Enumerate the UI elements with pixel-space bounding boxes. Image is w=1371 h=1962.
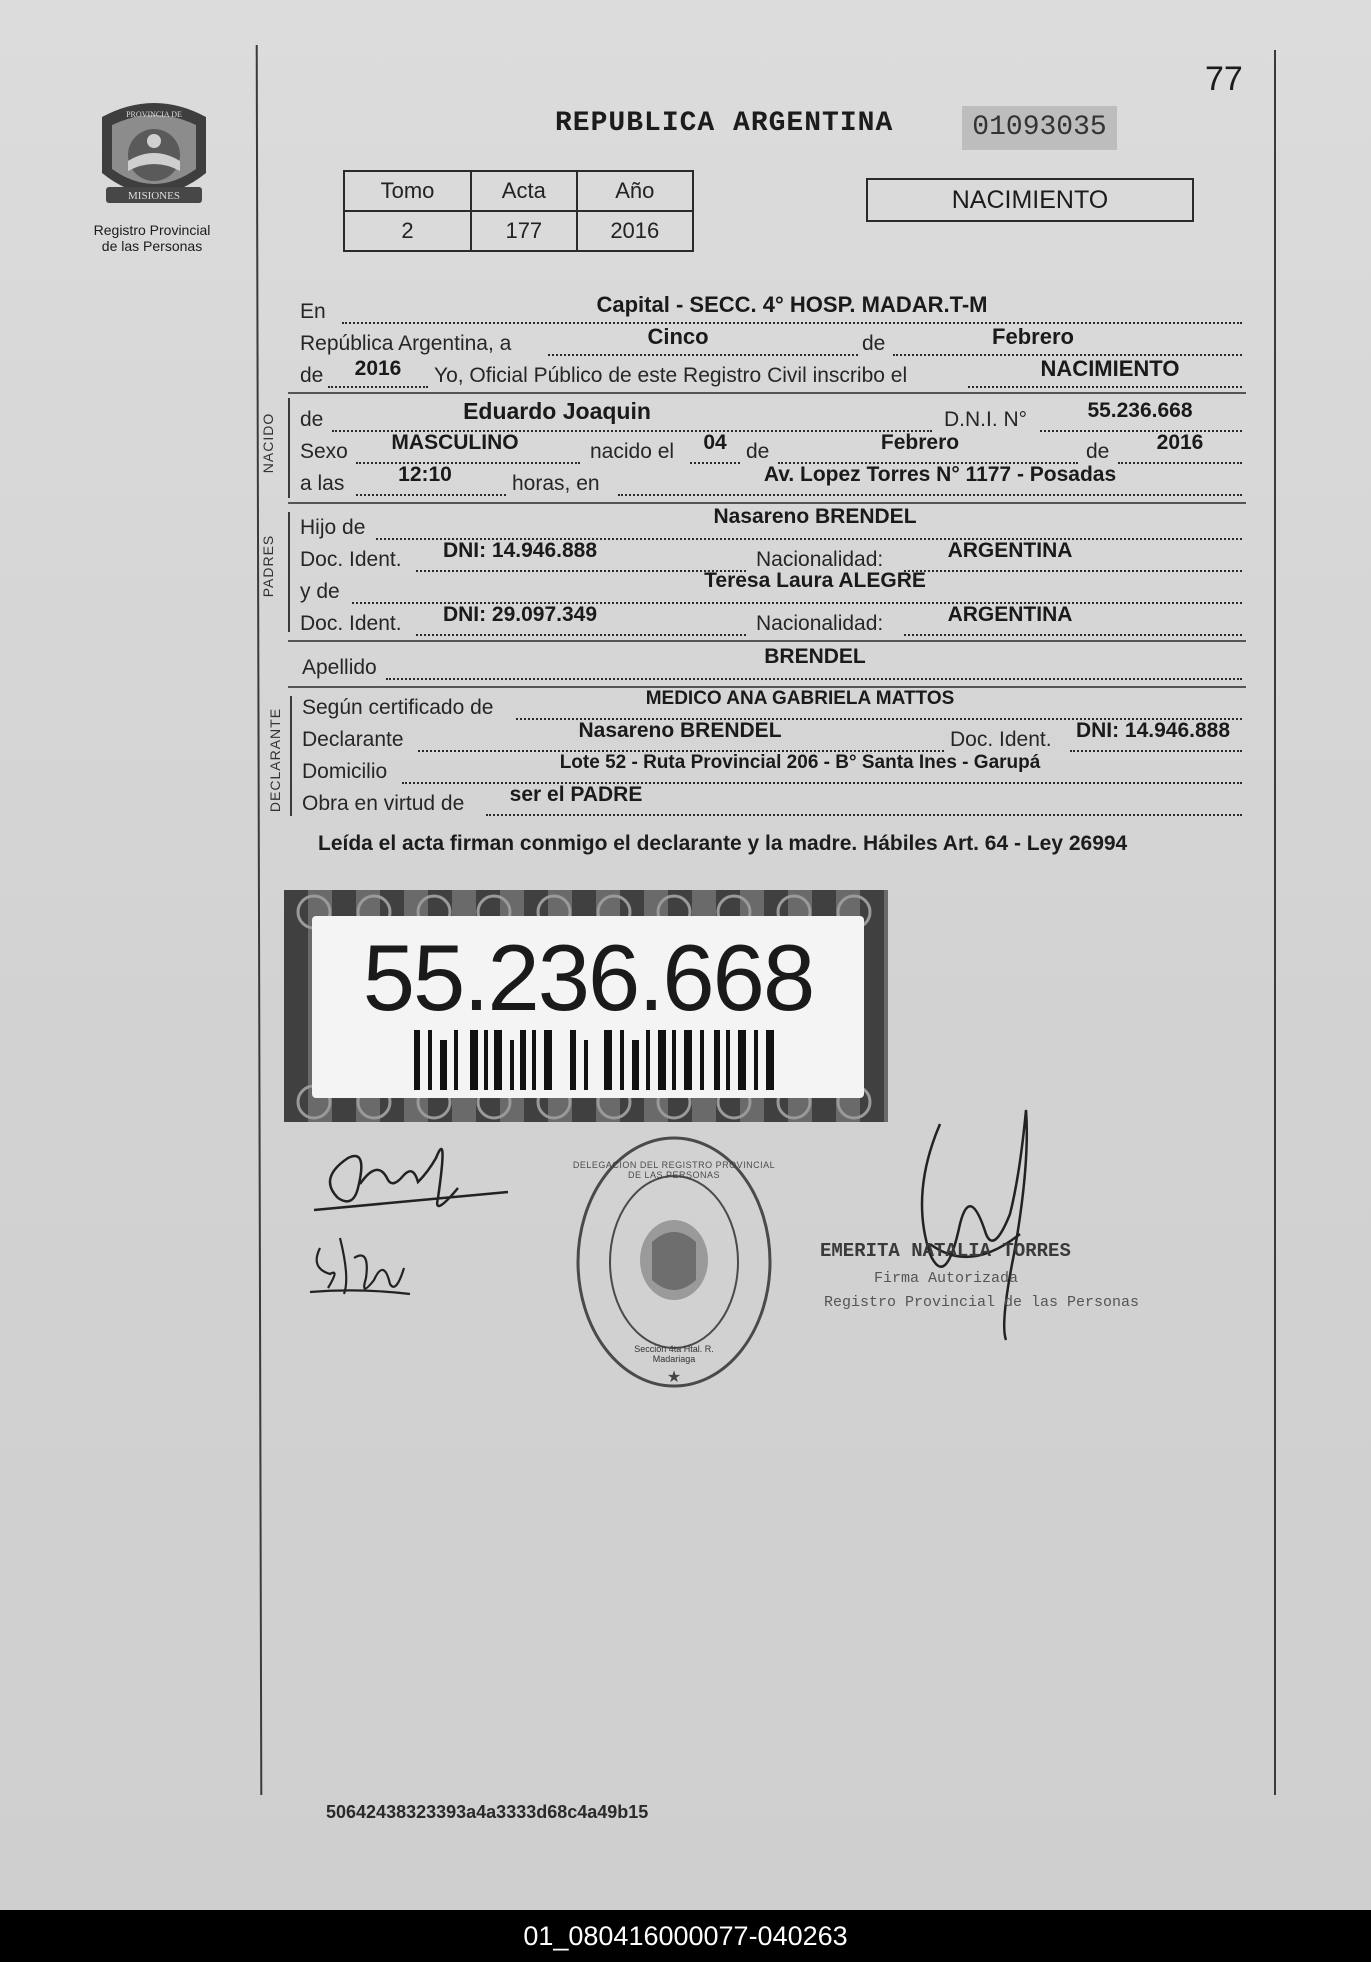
sexo-label: Sexo <box>300 440 348 463</box>
day-line <box>548 354 858 356</box>
nacido-de-label: de <box>300 408 324 431</box>
mother-name: Teresa Laura ALEGRE <box>704 569 926 592</box>
child-name: Eduardo Joaquin <box>463 398 651 424</box>
nacido-de2-label: de <box>1086 440 1110 463</box>
svg-text:MISIONES: MISIONES <box>128 190 180 202</box>
birth-month: Febrero <box>880 431 960 454</box>
declarant-signature <box>308 1118 518 1230</box>
document-hash: 50642438323393a4a3333d68c4a49b15 <box>326 1802 649 1822</box>
apellido-value: BRENDEL <box>764 645 866 668</box>
mother-signature <box>300 1228 420 1308</box>
province-seal <box>96 95 212 213</box>
svg-text:★: ★ <box>666 1369 682 1386</box>
birth-day: 04 <box>703 431 727 454</box>
a-las-label: a las <box>300 472 345 495</box>
registry-name <box>74 222 230 254</box>
horas-label: horas, en <box>512 472 600 495</box>
col-tomo: Tomo <box>344 171 471 211</box>
barcode <box>414 1030 784 1090</box>
oficial-text: Yo, Oficial Público de este Registro Civil inscribo el <box>434 364 908 387</box>
year-value: 2016 <box>354 357 402 380</box>
nacido-el-label: nacido el <box>590 440 675 463</box>
father-nac-label: Nacionalidad: <box>756 548 884 571</box>
apellido-label: Apellido <box>302 656 377 679</box>
father-doc: DNI: 14.946.888 <box>442 539 598 562</box>
mother-nac-label: Nacionalidad: <box>756 612 884 635</box>
nacimiento-value: NACIMIENTO <box>1040 356 1180 381</box>
page-number: 77 <box>1205 60 1243 98</box>
birth-year: 2016 <box>1156 431 1204 454</box>
padres-bracket <box>288 512 290 632</box>
col-acta: Acta <box>471 171 577 211</box>
declarante-bracket <box>290 696 292 816</box>
y-de-label: y de <box>300 580 340 603</box>
mother-doc-label: Doc. Ident. <box>300 612 402 635</box>
date-prefix: República Argentina, a <box>300 332 512 355</box>
col-ano: Año <box>577 171 693 211</box>
mother-nationality: ARGENTINA <box>947 603 1073 626</box>
declarante-field-label: Declarante <box>302 728 404 751</box>
birth-time: 12:10 <box>398 463 452 486</box>
nacido-bracket <box>288 398 290 498</box>
nacimiento-line <box>968 386 1242 388</box>
registry-line-1: Registro Provincial <box>93 222 211 238</box>
divider-1 <box>288 392 1246 394</box>
obra-line <box>486 814 1242 816</box>
country-title: REPUBLICA ARGENTINA <box>555 108 894 139</box>
child-dni: 55.236.668 <box>1087 399 1193 422</box>
obra-value: ser el PADRE <box>509 783 643 806</box>
nacido-de1-label: de <box>746 440 770 463</box>
mother-nac-line <box>904 634 1242 636</box>
year-de-label: de <box>300 364 324 387</box>
official-office: Registro Provincial de las Personas <box>824 1294 1140 1311</box>
footer-id: 01_080416000077-040263 <box>0 1910 1371 1962</box>
mother-doc-line <box>416 634 746 636</box>
stamp-inner-text: Sección 4ta Htal. R. Madariaga <box>634 1344 714 1364</box>
cert-value: MEDICO ANA GABRIELA MATTOS <box>645 688 955 709</box>
declarante-name: Nasareno BRENDEL <box>578 719 782 742</box>
right-margin-line <box>1274 50 1276 1795</box>
official-role: Firma Autorizada <box>874 1270 1019 1287</box>
declarante-doc: DNI: 14.946.888 <box>1075 719 1231 742</box>
divider-3 <box>288 640 1246 642</box>
official-stamp <box>572 1130 776 1394</box>
declarante-label: DECLARANTE <box>267 707 283 813</box>
record-type-box: NACIMIENTO <box>866 178 1194 222</box>
serial-number: 01093035 <box>962 106 1117 150</box>
mother-doc: DNI: 29.097.349 <box>442 603 598 626</box>
svg-text:PROVINCIA DE: PROVINCIA DE <box>126 110 182 119</box>
obra-label: Obra en virtud de <box>302 792 465 815</box>
tomo-value: 2 <box>344 211 471 251</box>
left-margin-line <box>256 45 263 1795</box>
day-value: Cinco <box>647 324 709 349</box>
month-value: Febrero <box>992 324 1074 349</box>
sticker-number: 55.236.668 <box>362 925 814 1030</box>
sexo-value: MASCULINO <box>391 431 519 454</box>
apellido-line <box>386 678 1242 680</box>
birth-place: Av. Lopez Torres N° 1177 - Posadas <box>763 463 1117 486</box>
id-sticker <box>284 890 888 1122</box>
acta-value: 177 <box>471 211 577 251</box>
official-name: EMERITA NATALIA TORRES <box>820 1240 1071 1262</box>
stamp-ring-text: DELEGACION DEL REGISTRO PROVINCIAL DE LAS PERSONAS <box>572 1160 776 1180</box>
ano-value: 2016 <box>577 211 693 251</box>
time-line <box>356 494 506 496</box>
cert-label: Según certificado de <box>302 696 494 719</box>
padres-label: PADRES <box>260 534 276 598</box>
closing-text: Leída el acta firman conmigo el declarante y la madre. Hábiles Art. 64 - Ley 26994 <box>318 832 1128 855</box>
domicilio-value: Lote 52 - Ruta Provincial 206 - B° Santa Ines - Garupá <box>559 752 1041 773</box>
place-line <box>342 322 1242 324</box>
nacido-label: NACIDO <box>260 412 276 474</box>
birth-place-line <box>618 494 1242 496</box>
declarante-doc-label: Doc. Ident. <box>950 728 1052 751</box>
date-de-label: de <box>862 332 886 355</box>
place-value: Capital - SECC. 4° HOSP. MADAR.T-M <box>596 292 988 317</box>
domicilio-label: Domicilio <box>302 760 388 783</box>
volume-table <box>343 170 694 252</box>
registry-line-2: de las Personas <box>101 238 203 254</box>
dni-label: D.N.I. N° <box>944 408 1028 431</box>
year-line <box>328 386 428 388</box>
father-name: Nasareno BRENDEL <box>713 505 917 528</box>
father-nationality: ARGENTINA <box>947 539 1073 562</box>
en-label: En <box>300 300 326 323</box>
father-doc-label: Doc. Ident. <box>300 548 402 571</box>
hijo-de-label: Hijo de <box>300 516 366 539</box>
divider-2 <box>288 502 1246 504</box>
